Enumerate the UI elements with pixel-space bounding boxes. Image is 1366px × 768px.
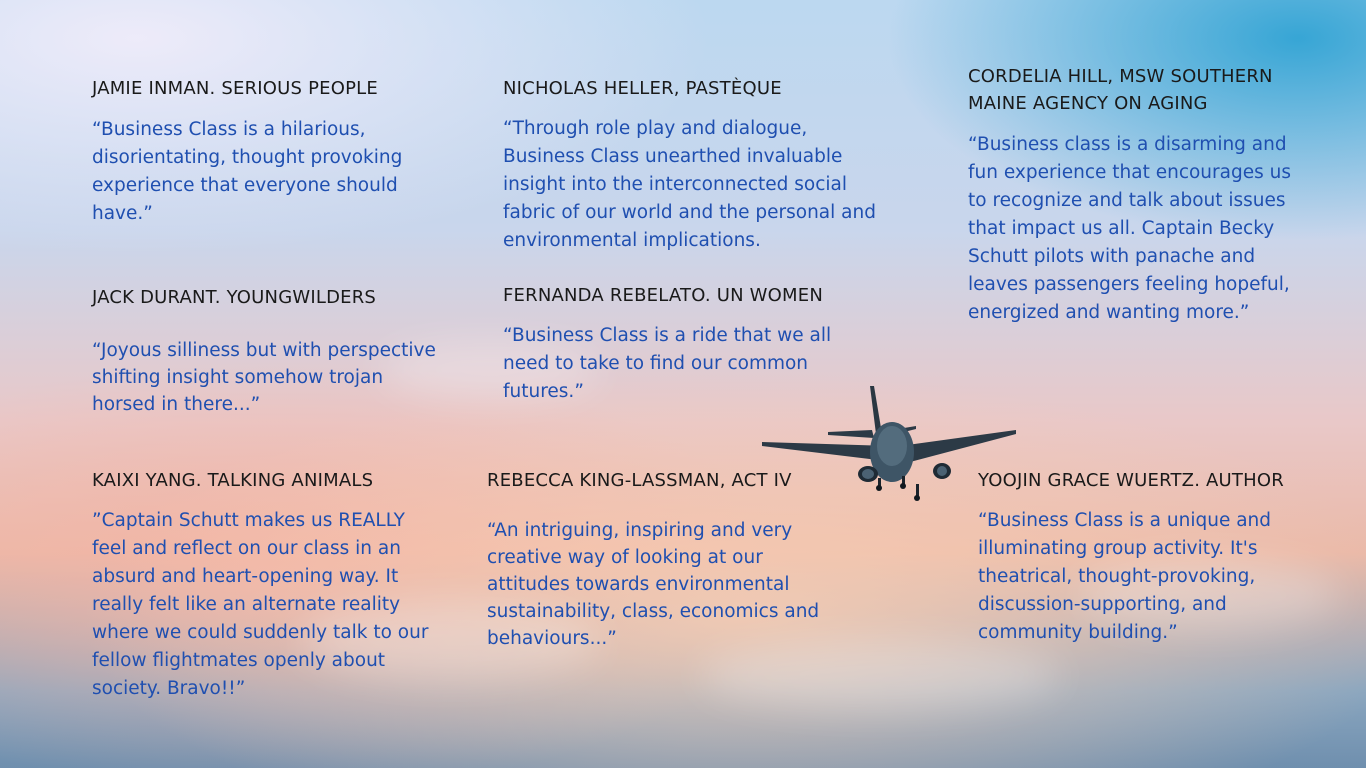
testimonial-jack-durant xyxy=(92,284,442,418)
testimonial-author: FERNANDA REBELATO. UN WOMEN xyxy=(503,285,823,306)
testimonial-author: JACK DURANT. YOUNGWILDERS xyxy=(92,287,377,308)
testimonial-kaixi-yang xyxy=(92,467,442,703)
testimonial-quote: “Business class is a disarming and fun experience that encourages us to recognize and talk about issues that impact us all. Captain Becky Schutt pilots with panache and leaves passengers feeling hopeful, energized and wanting more.” xyxy=(968,134,1291,323)
airplane-icon xyxy=(760,384,1020,506)
testimonial-quote: “Business Class is a unique and illuminating group activity. It's theatrical, thought-provoking, discussion-supporting, and community building.” xyxy=(978,510,1272,643)
testimonial-author: JAMIE INMAN. SERIOUS PEOPLE xyxy=(92,78,378,99)
testimonial-author: NICHOLAS HELLER, PASTÈQUE xyxy=(503,78,782,99)
testimonial-cordelia-hill xyxy=(968,63,1308,327)
testimonial-quote: “Business Class is a hilarious, disorientating, thought provoking experience that everyone should have.” xyxy=(92,119,403,224)
testimonial-author: REBECCA KING-LASSMAN, ACT IV xyxy=(487,470,792,491)
testimonial-quote: ”Captain Schutt makes us REALLY feel and reflect on our class in an absurd and heart-opening way. It really felt like an alternate reality where we could suddenly talk to our fellow flightmates openly about society. Bravo!!” xyxy=(92,510,429,699)
testimonial-author: KAIXI YANG. TALKING ANIMALS xyxy=(92,470,374,491)
testimonial-quote: “Joyous silliness but with perspective shifting insight somehow trojan horsed in there...” xyxy=(92,340,436,415)
testimonial-quote: “Through role play and dialogue, Business Class unearthed invaluable insight into the interconnected social fabric of our world and the personal and environmental implications. xyxy=(503,118,876,251)
testimonial-jamie-inman xyxy=(92,75,432,228)
testimonial-nicholas-heller xyxy=(503,75,883,255)
testimonial-author: CORDELIA HILL, MSW SOUTHERN MAINE AGENCY ON AGING xyxy=(968,66,1273,114)
testimonial-quote: “An intriguing, inspiring and very creative way of looking at our attitudes towards environmental sustainability, class, economics and behaviours...” xyxy=(487,520,820,649)
testimonial-quote: “Business Class is a ride that we all need to take to find our common futures.” xyxy=(503,325,832,402)
testimonial-author: YOOJIN GRACE WUERTZ. AUTHOR xyxy=(978,470,1284,491)
testimonial-yoojin-grace-wuertz xyxy=(978,467,1338,647)
